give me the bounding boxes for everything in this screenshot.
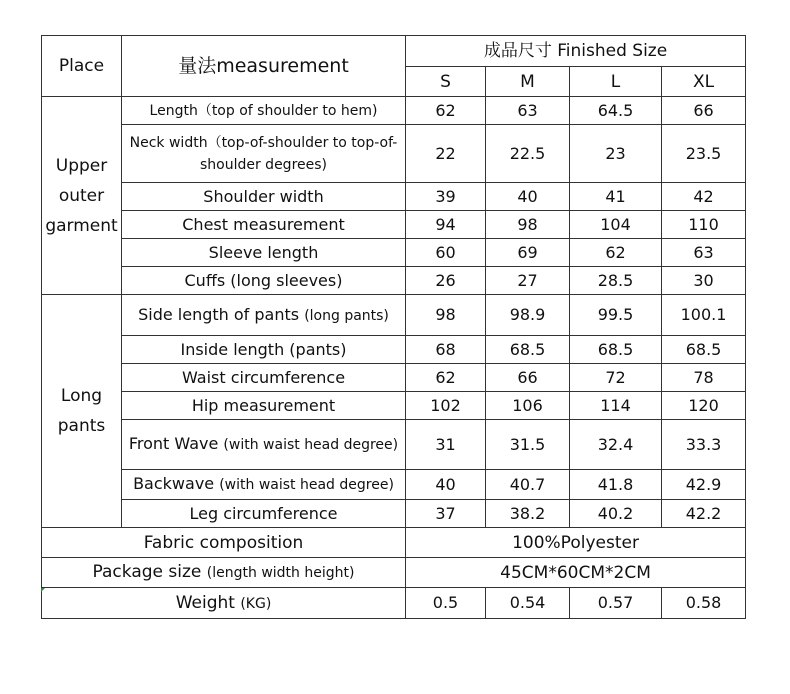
row-label-chest: Chest measurement	[122, 211, 406, 239]
value-cell: 37	[406, 500, 486, 528]
value-cell: 69	[486, 239, 570, 267]
value-cell: 41.8	[570, 470, 662, 500]
table-row	[42, 336, 746, 364]
value-cell: 28.5	[570, 267, 662, 295]
value-cell: 94	[406, 211, 486, 239]
row-label-text: Front Wave	[128, 434, 219, 453]
value-cell: 99.5	[570, 295, 662, 336]
table-row	[42, 183, 746, 211]
fabric-composition-label: Fabric composition	[42, 528, 406, 558]
table-row	[42, 97, 746, 125]
size-header-l: L	[570, 67, 662, 97]
category-line: pants	[57, 416, 106, 436]
value-cell: 22	[406, 125, 486, 183]
row-label-note: (long pants)	[304, 307, 389, 324]
value-cell: 98	[406, 295, 486, 336]
size-chart-table	[41, 35, 746, 619]
category-long-pants	[42, 295, 122, 528]
value-cell: 22.5	[486, 125, 570, 183]
weight-text: Weight	[175, 592, 235, 613]
category-upper-outer-garment	[42, 97, 122, 295]
weight-value: 0.57	[570, 588, 662, 619]
corner-mark	[41, 588, 45, 592]
value-cell: 33.3	[662, 420, 746, 470]
value-cell: 72	[570, 364, 662, 392]
place-header: Place	[42, 36, 122, 97]
value-cell: 78	[662, 364, 746, 392]
category-line: Upper	[55, 155, 108, 176]
package-size-note: (length width height)	[206, 565, 355, 581]
table-row	[42, 211, 746, 239]
table-row	[42, 470, 746, 500]
package-size-value: 45CM*60CM*2CM	[406, 558, 746, 588]
table-row	[42, 267, 746, 295]
category-line: outer	[58, 185, 105, 206]
value-cell: 40.2	[570, 500, 662, 528]
value-cell: 98	[486, 211, 570, 239]
table-row	[42, 500, 746, 528]
value-cell: 68.5	[570, 336, 662, 364]
value-cell: 41	[570, 183, 662, 211]
row-label-hip: Hip measurement	[122, 392, 406, 420]
row-label-waist: Waist circumference	[122, 364, 406, 392]
value-cell: 40.7	[486, 470, 570, 500]
value-cell: 42	[662, 183, 746, 211]
fabric-row	[42, 528, 746, 558]
fabric-composition-value: 100%Polyester	[406, 528, 746, 558]
value-cell: 66	[662, 97, 746, 125]
value-cell: 63	[486, 97, 570, 125]
value-cell: 60	[406, 239, 486, 267]
header-row-top	[42, 36, 746, 67]
row-label-note: (with waist head degree)	[219, 477, 394, 493]
row-label-cuffs: Cuffs (long sleeves)	[122, 267, 406, 295]
weight-value: 0.5	[406, 588, 486, 619]
value-cell: 98.9	[486, 295, 570, 336]
value-cell: 62	[570, 239, 662, 267]
size-header-s: S	[406, 67, 486, 97]
row-label-neck-width: Neck width（top-of-shoulder to top-of-shoulder degrees)	[122, 125, 406, 183]
value-cell: 68.5	[486, 336, 570, 364]
table-row	[42, 364, 746, 392]
value-cell: 68.5	[662, 336, 746, 364]
value-cell: 120	[662, 392, 746, 420]
value-cell: 26	[406, 267, 486, 295]
value-cell: 38.2	[486, 500, 570, 528]
value-cell: 110	[662, 211, 746, 239]
row-label-length: Length（top of shoulder to hem)	[122, 97, 406, 125]
finished-size-header: 成品尺寸 Finished Size	[406, 36, 746, 67]
package-row	[42, 558, 746, 588]
table-row	[42, 295, 746, 336]
row-label-text: Backwave	[133, 474, 215, 493]
category-line: garment	[45, 215, 118, 236]
weight-value: 0.54	[486, 588, 570, 619]
row-label-side-length	[122, 295, 406, 336]
table-row	[42, 125, 746, 183]
value-cell: 40	[406, 470, 486, 500]
value-cell: 42.2	[662, 500, 746, 528]
size-header-m: M	[486, 67, 570, 97]
value-cell: 40	[486, 183, 570, 211]
row-label-backwave	[122, 470, 406, 500]
value-cell: 62	[406, 364, 486, 392]
row-label-note: (with waist head degree)	[223, 437, 399, 453]
value-cell: 106	[486, 392, 570, 420]
value-cell: 23	[570, 125, 662, 183]
table-row	[42, 239, 746, 267]
table-row	[42, 420, 746, 470]
row-label-shoulder-width: Shoulder width	[122, 183, 406, 211]
table-row	[42, 392, 746, 420]
weight-unit: (KG)	[240, 595, 272, 612]
value-cell: 62	[406, 97, 486, 125]
value-cell: 23.5	[662, 125, 746, 183]
value-cell: 114	[570, 392, 662, 420]
value-cell: 31	[406, 420, 486, 470]
row-label-text: Side length of pants	[138, 304, 300, 324]
row-label-inside-length: Inside length (pants)	[122, 336, 406, 364]
value-cell: 66	[486, 364, 570, 392]
package-size-text: Package size	[92, 562, 202, 582]
row-label-front-wave	[122, 420, 406, 470]
measurement-header: 量法measurement	[122, 36, 406, 97]
row-label-leg-circumference: Leg circumference	[122, 500, 406, 528]
value-cell: 104	[570, 211, 662, 239]
value-cell: 39	[406, 183, 486, 211]
value-cell: 31.5	[486, 420, 570, 470]
value-cell: 100.1	[662, 295, 746, 336]
value-cell: 42.9	[662, 470, 746, 500]
value-cell: 102	[406, 392, 486, 420]
value-cell: 27	[486, 267, 570, 295]
package-size-label	[42, 558, 406, 588]
value-cell: 30	[662, 267, 746, 295]
category-line: Long	[60, 386, 103, 406]
row-label-sleeve-length: Sleeve length	[122, 239, 406, 267]
weight-row	[42, 588, 746, 619]
weight-label	[42, 588, 406, 619]
value-cell: 64.5	[570, 97, 662, 125]
value-cell: 32.4	[570, 420, 662, 470]
value-cell: 68	[406, 336, 486, 364]
size-header-xl: XL	[662, 67, 746, 97]
value-cell: 63	[662, 239, 746, 267]
weight-value: 0.58	[662, 588, 746, 619]
